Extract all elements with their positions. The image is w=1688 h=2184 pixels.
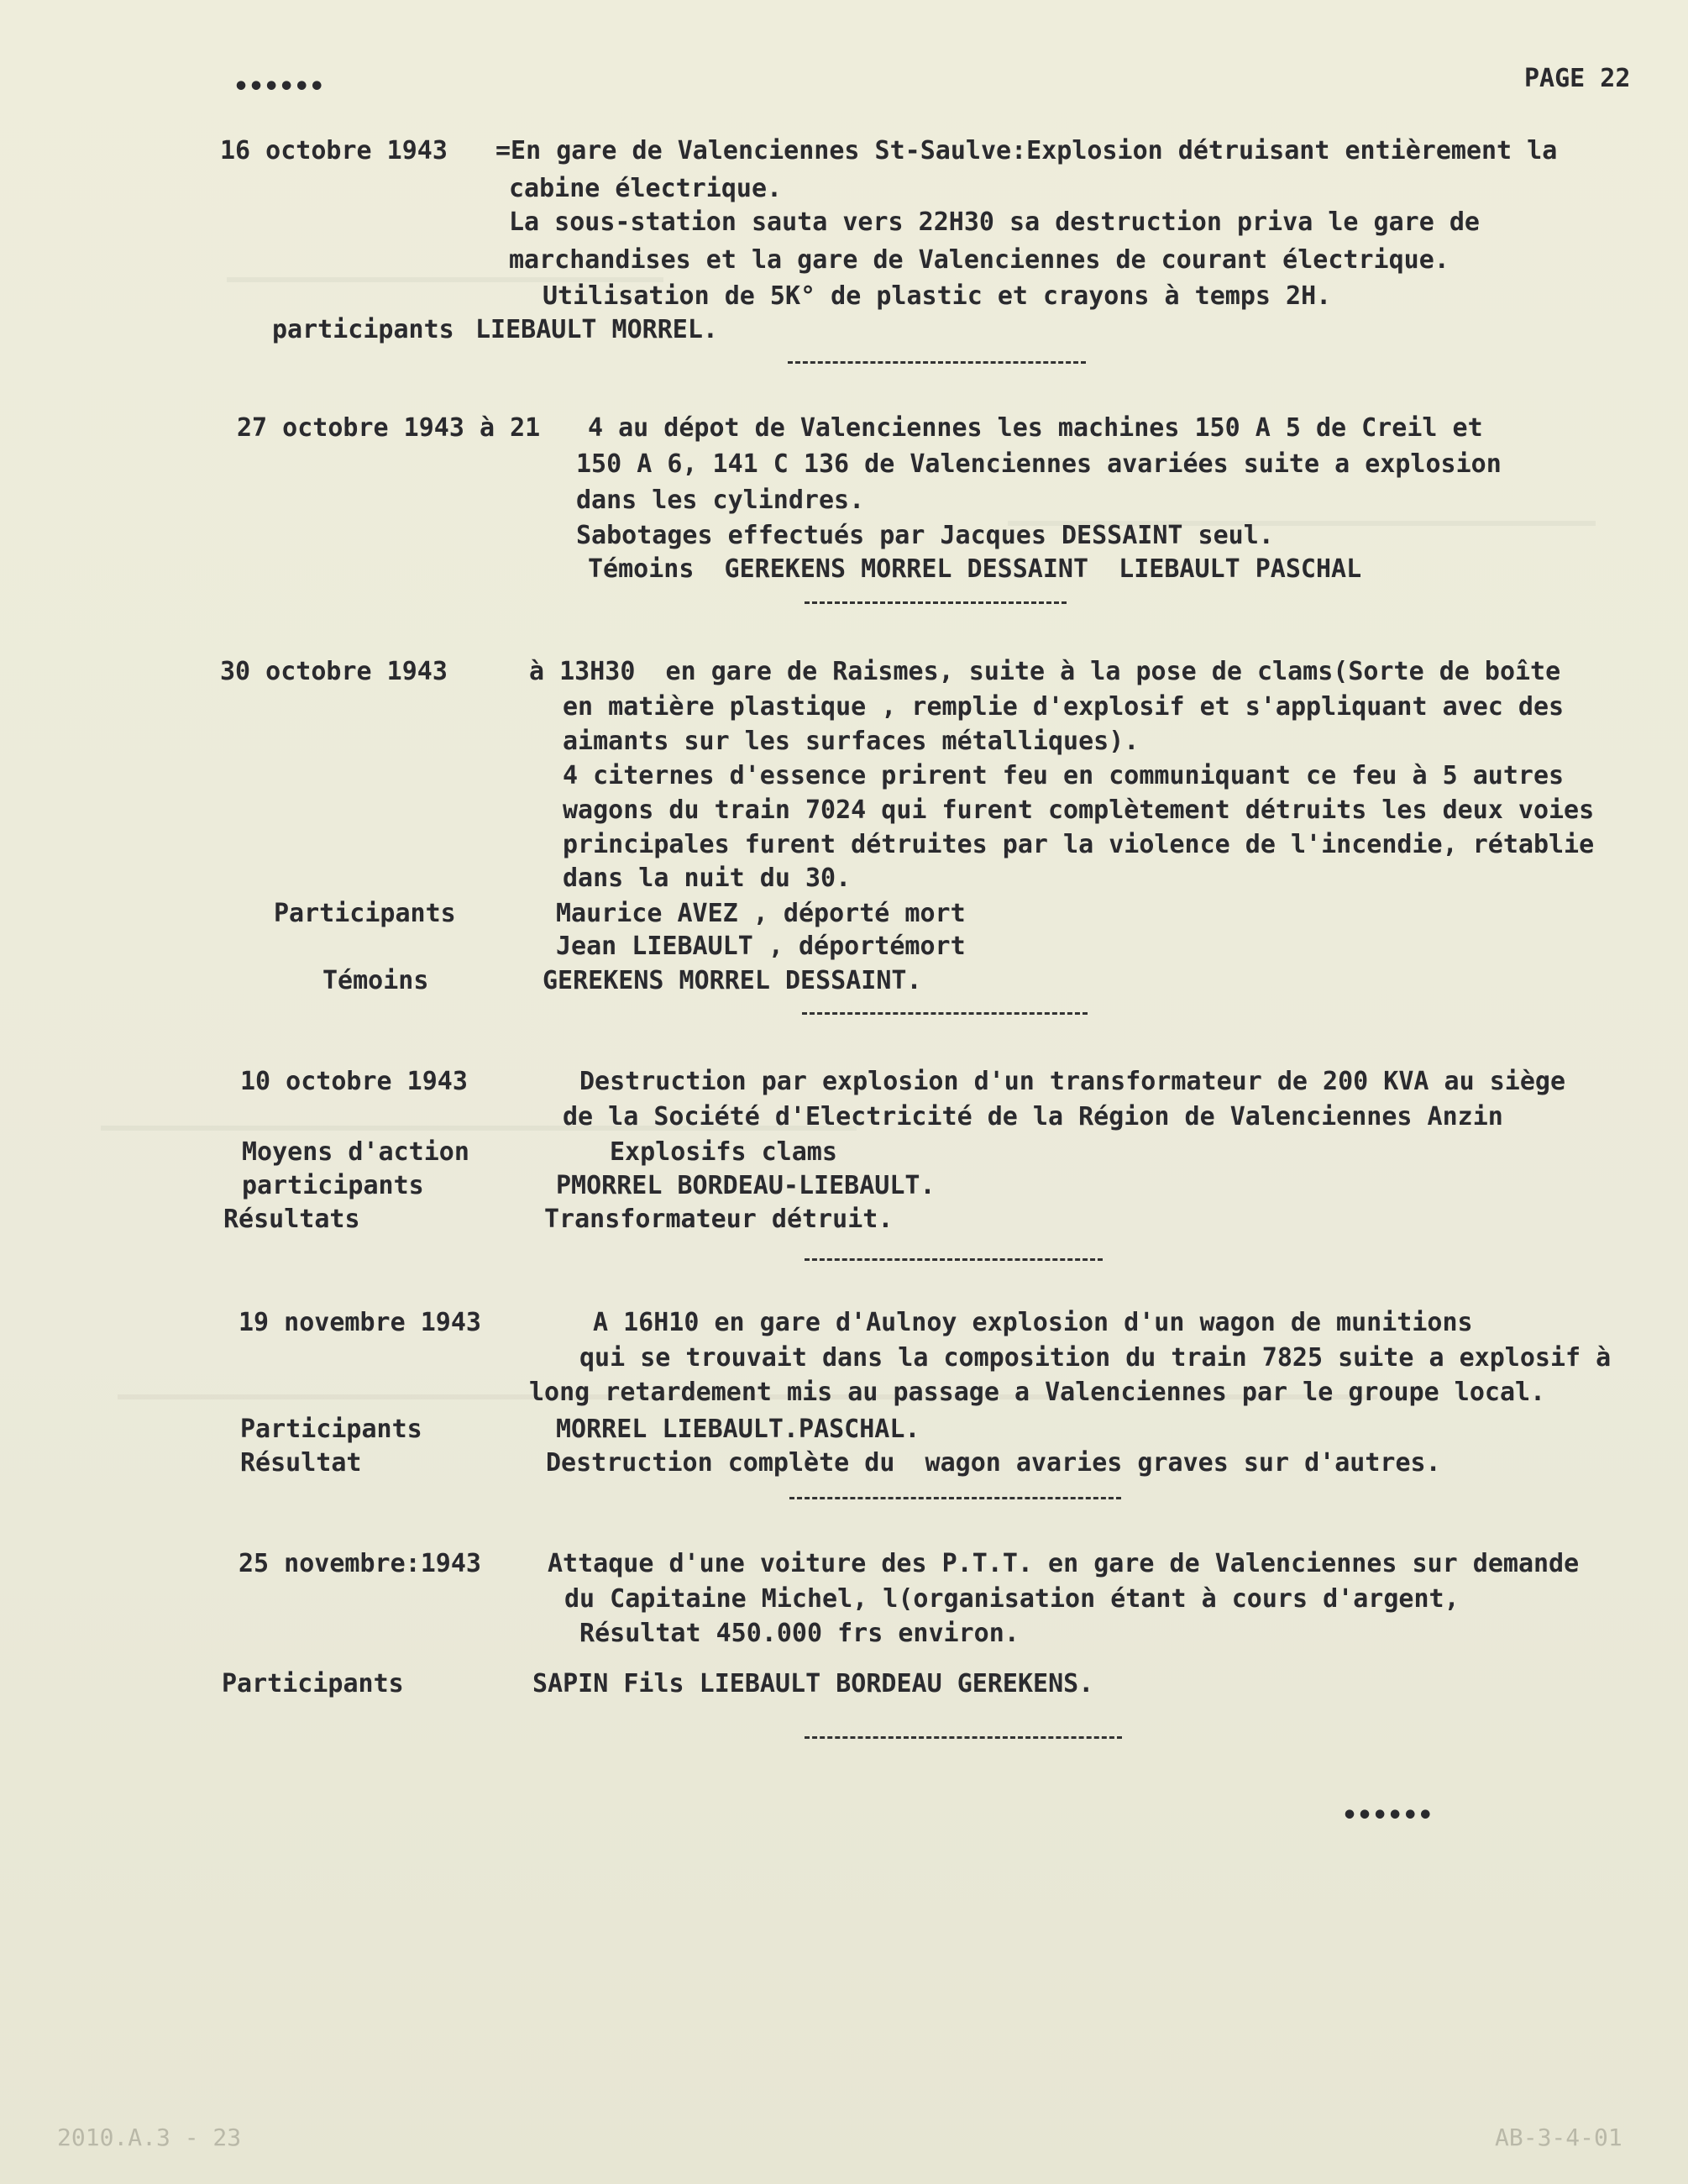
separator-rule: [789, 1497, 1121, 1499]
entry-line: du Capitaine Michel, l(organisation étant à cours d'argent,: [564, 1584, 1460, 1614]
entry-date: 27 octobre 1943 à 21: [237, 413, 541, 443]
entry-line: Utilisation de 5K° de plastic et crayons à temps 2H.: [543, 281, 1332, 311]
entry-line: 150 A 6, 141 C 136 de Valenciennes avariées suite a explosion: [576, 449, 1502, 479]
entry-line: principales furent détruites par la violence de l'incendie, rétablie: [563, 830, 1595, 859]
field-value: SAPIN Fils LIEBAULT BORDEAU GEREKENS.: [532, 1669, 1094, 1698]
entry-line: qui se trouvait dans la composition du train 7825 suite a explosif à: [579, 1343, 1612, 1373]
entry-line: aimants sur les surfaces métalliques).: [563, 727, 1140, 756]
entry-line: Témoins GEREKENS MORREL DESSAINT LIEBAULT PASCHAL: [588, 554, 1362, 584]
entry-line: de la Société d'Electricité de la Région de Valenciennes Anzin: [563, 1102, 1503, 1131]
header-dots: ••••••: [233, 72, 325, 102]
entry-line: Sabotages effectués par Jacques DESSAINT seul.: [576, 521, 1274, 550]
field-label: Participants: [274, 899, 456, 928]
entry-line: A 16H10 en gare d'Aulnoy explosion d'un wagon de munitions: [593, 1308, 1473, 1337]
field-value: Jean LIEBAULT , déportémort: [556, 932, 966, 961]
separator-rule: [788, 361, 1086, 364]
field-label: Résultats: [223, 1205, 360, 1234]
entry-line: à 13H30 en gare de Raismes, suite à la pose de clams(Sorte de boîte: [529, 657, 1561, 686]
entry-line: 4 au dépot de Valenciennes les machines 150 A 5 de Creil et: [588, 413, 1483, 443]
field-value: MORREL LIEBAULT.PASCHAL.: [556, 1415, 920, 1444]
entry-line: dans les cylindres.: [576, 486, 865, 515]
field-value: LIEBAULT MORREL.: [475, 315, 718, 344]
entry-line: en matière plastique , remplie d'explosif et s'appliquant avec des: [563, 692, 1565, 722]
closing-dots: ••••••: [1342, 1801, 1434, 1830]
entry-line: Attaque d'une voiture des P.T.T. en gare de Valenciennes sur demande: [548, 1549, 1580, 1578]
entry-date: 16 octobre 1943: [220, 136, 448, 165]
entry-date: 30 octobre 1943: [220, 657, 448, 686]
field-value: Explosifs clams: [610, 1137, 837, 1167]
field-label: Participants: [222, 1669, 404, 1698]
field-label: Moyens d'action: [242, 1137, 469, 1167]
field-label: Participants: [240, 1415, 422, 1444]
field-value: Transformateur détruit.: [544, 1205, 894, 1234]
entry-line: long retardement mis au passage a Valenciennes par le groupe local.: [529, 1378, 1546, 1407]
entry-date: 10 octobre 1943: [240, 1067, 468, 1096]
field-value: Maurice AVEZ , déporté mort: [556, 899, 966, 928]
entry-line: marchandises et la gare de Valenciennes de courant électrique.: [509, 245, 1449, 275]
field-value: Destruction complète du wagon avaries graves sur d'autres.: [546, 1448, 1441, 1478]
separator-rule: [805, 1736, 1122, 1739]
entry-date: 19 novembre 1943: [239, 1308, 481, 1337]
entry-line: Destruction par explosion d'un transformateur de 200 KVA au siège: [579, 1067, 1565, 1096]
entry-line: 4 citernes d'essence prirent feu en communiquant ce feu à 5 autres: [563, 761, 1565, 790]
archive-reference: 2010.A.3 - 23: [57, 2124, 242, 2151]
separator-rule: [802, 1012, 1088, 1015]
field-label: Résultat: [240, 1448, 362, 1478]
field-value: PMORREL BORDEAU-LIEBAULT.: [556, 1171, 936, 1200]
entry-date: 25 novembre:1943: [239, 1549, 481, 1578]
field-label: participants: [242, 1171, 424, 1200]
field-label: participants: [272, 315, 454, 344]
separator-rule: [805, 1258, 1103, 1261]
entry-line: dans la nuit du 30.: [563, 864, 852, 893]
entry-line: wagons du train 7024 qui furent complètement détruits les deux voies: [563, 795, 1595, 825]
page-number: PAGE 22: [1524, 64, 1631, 93]
entry-line: La sous-station sauta vers 22H30 sa destruction priva le gare de: [509, 207, 1480, 237]
separator-rule: [805, 601, 1067, 604]
field-label: Témoins: [322, 966, 429, 995]
entry-line: Résultat 450.000 frs environ.: [564, 1619, 1020, 1648]
entry-line: =En gare de Valenciennes St-Saulve:Explosion détruisant entièrement la: [495, 136, 1558, 165]
entry-line: cabine électrique.: [509, 174, 783, 203]
archive-stamp: AB-3-4-01: [1495, 2124, 1622, 2151]
field-value: GEREKENS MORREL DESSAINT.: [543, 966, 922, 995]
